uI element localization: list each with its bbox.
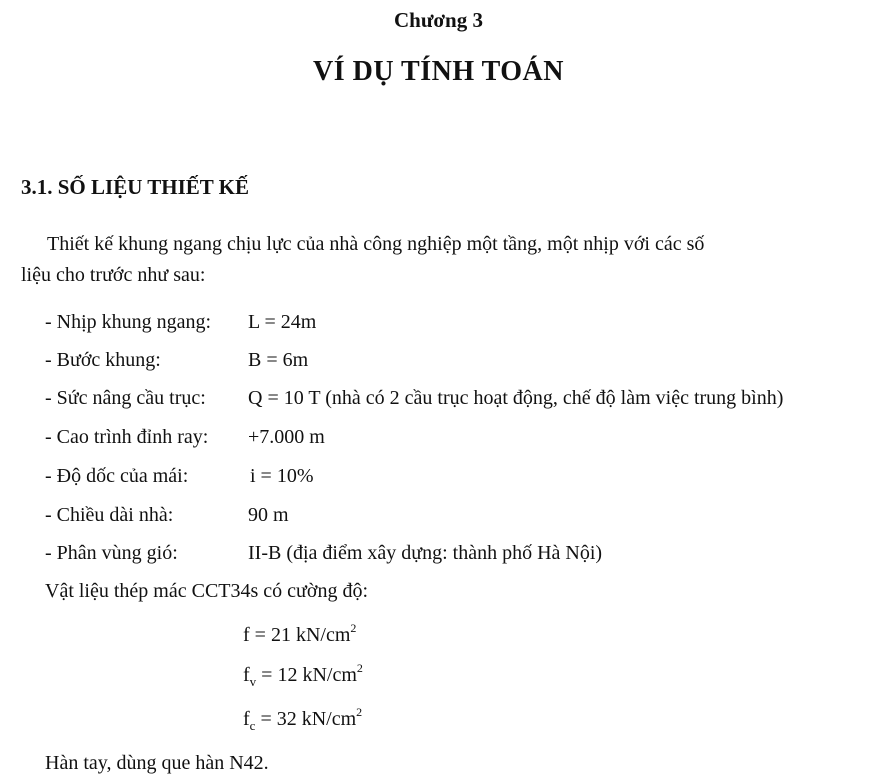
intro-line-1: Thiết kế khung ngang chịu lực của nhà công nghiệp một tầng, một nhịp với các số [47,233,705,255]
intro-line-2: liệu cho trước như sau: [21,264,206,286]
formula-exponent: 2 [356,705,363,719]
spec-item [45,426,208,449]
spec-value: L = 24m [248,311,317,333]
formula-value: = 21 kN/cm [249,624,351,646]
chapter-title: VÍ DỤ TÍNH TOÁN [312,56,564,87]
formula-value: = 32 kN/cm [255,708,357,730]
formula-subscript: c [249,718,256,733]
formula-symbol: f [243,624,250,646]
chapter-label: Chương 3 [393,8,483,32]
spec-label: - Sức nâng cầu trục: [45,387,206,409]
formula-f [243,621,356,650]
spec-value: Q = 10 T (nhà có 2 cầu trục hoạt động, chế độ làm việc trung bình) [248,387,784,409]
closing-line: Hàn tay, dùng que hàn N42. [45,752,269,774]
section-heading: 3.1. SỐ LIỆU THIẾT KẾ [21,175,249,199]
spec-item [45,504,173,527]
spec-value: i = 10% [250,465,314,487]
spec-item [45,387,206,410]
spec-item [45,349,161,372]
material-line: Vật liệu thép mác CCT34s có cường độ: [45,580,369,602]
formula-symbol: f [243,664,250,686]
spec-value: B = 6m [248,349,309,371]
spec-value: +7.000 m [248,426,325,448]
spec-label: - Bước khung: [45,349,161,371]
spec-label: - Nhịp khung ngang: [45,311,212,333]
spec-label: - Cao trình đỉnh ray: [45,426,209,448]
formula-fc [243,705,362,734]
spec-item [45,542,178,565]
spec-value: 90 m [248,504,289,526]
formula-symbol: f [243,708,250,730]
spec-label: - Phân vùng gió: [45,542,178,564]
spec-value: II-B (địa điểm xây dựng: thành phố Hà Nội) [248,542,603,564]
spec-label: - Độ dốc của mái: [45,465,189,487]
formula-value: = 12 kN/cm [256,664,357,686]
spec-item [45,311,211,334]
formula-subscript: v [249,674,257,689]
spec-item [45,465,188,488]
formula-exponent: 2 [356,661,363,675]
formula-fv [243,661,363,690]
formula-exponent: 2 [350,621,357,635]
spec-label: - Chiều dài nhà: [45,504,174,526]
